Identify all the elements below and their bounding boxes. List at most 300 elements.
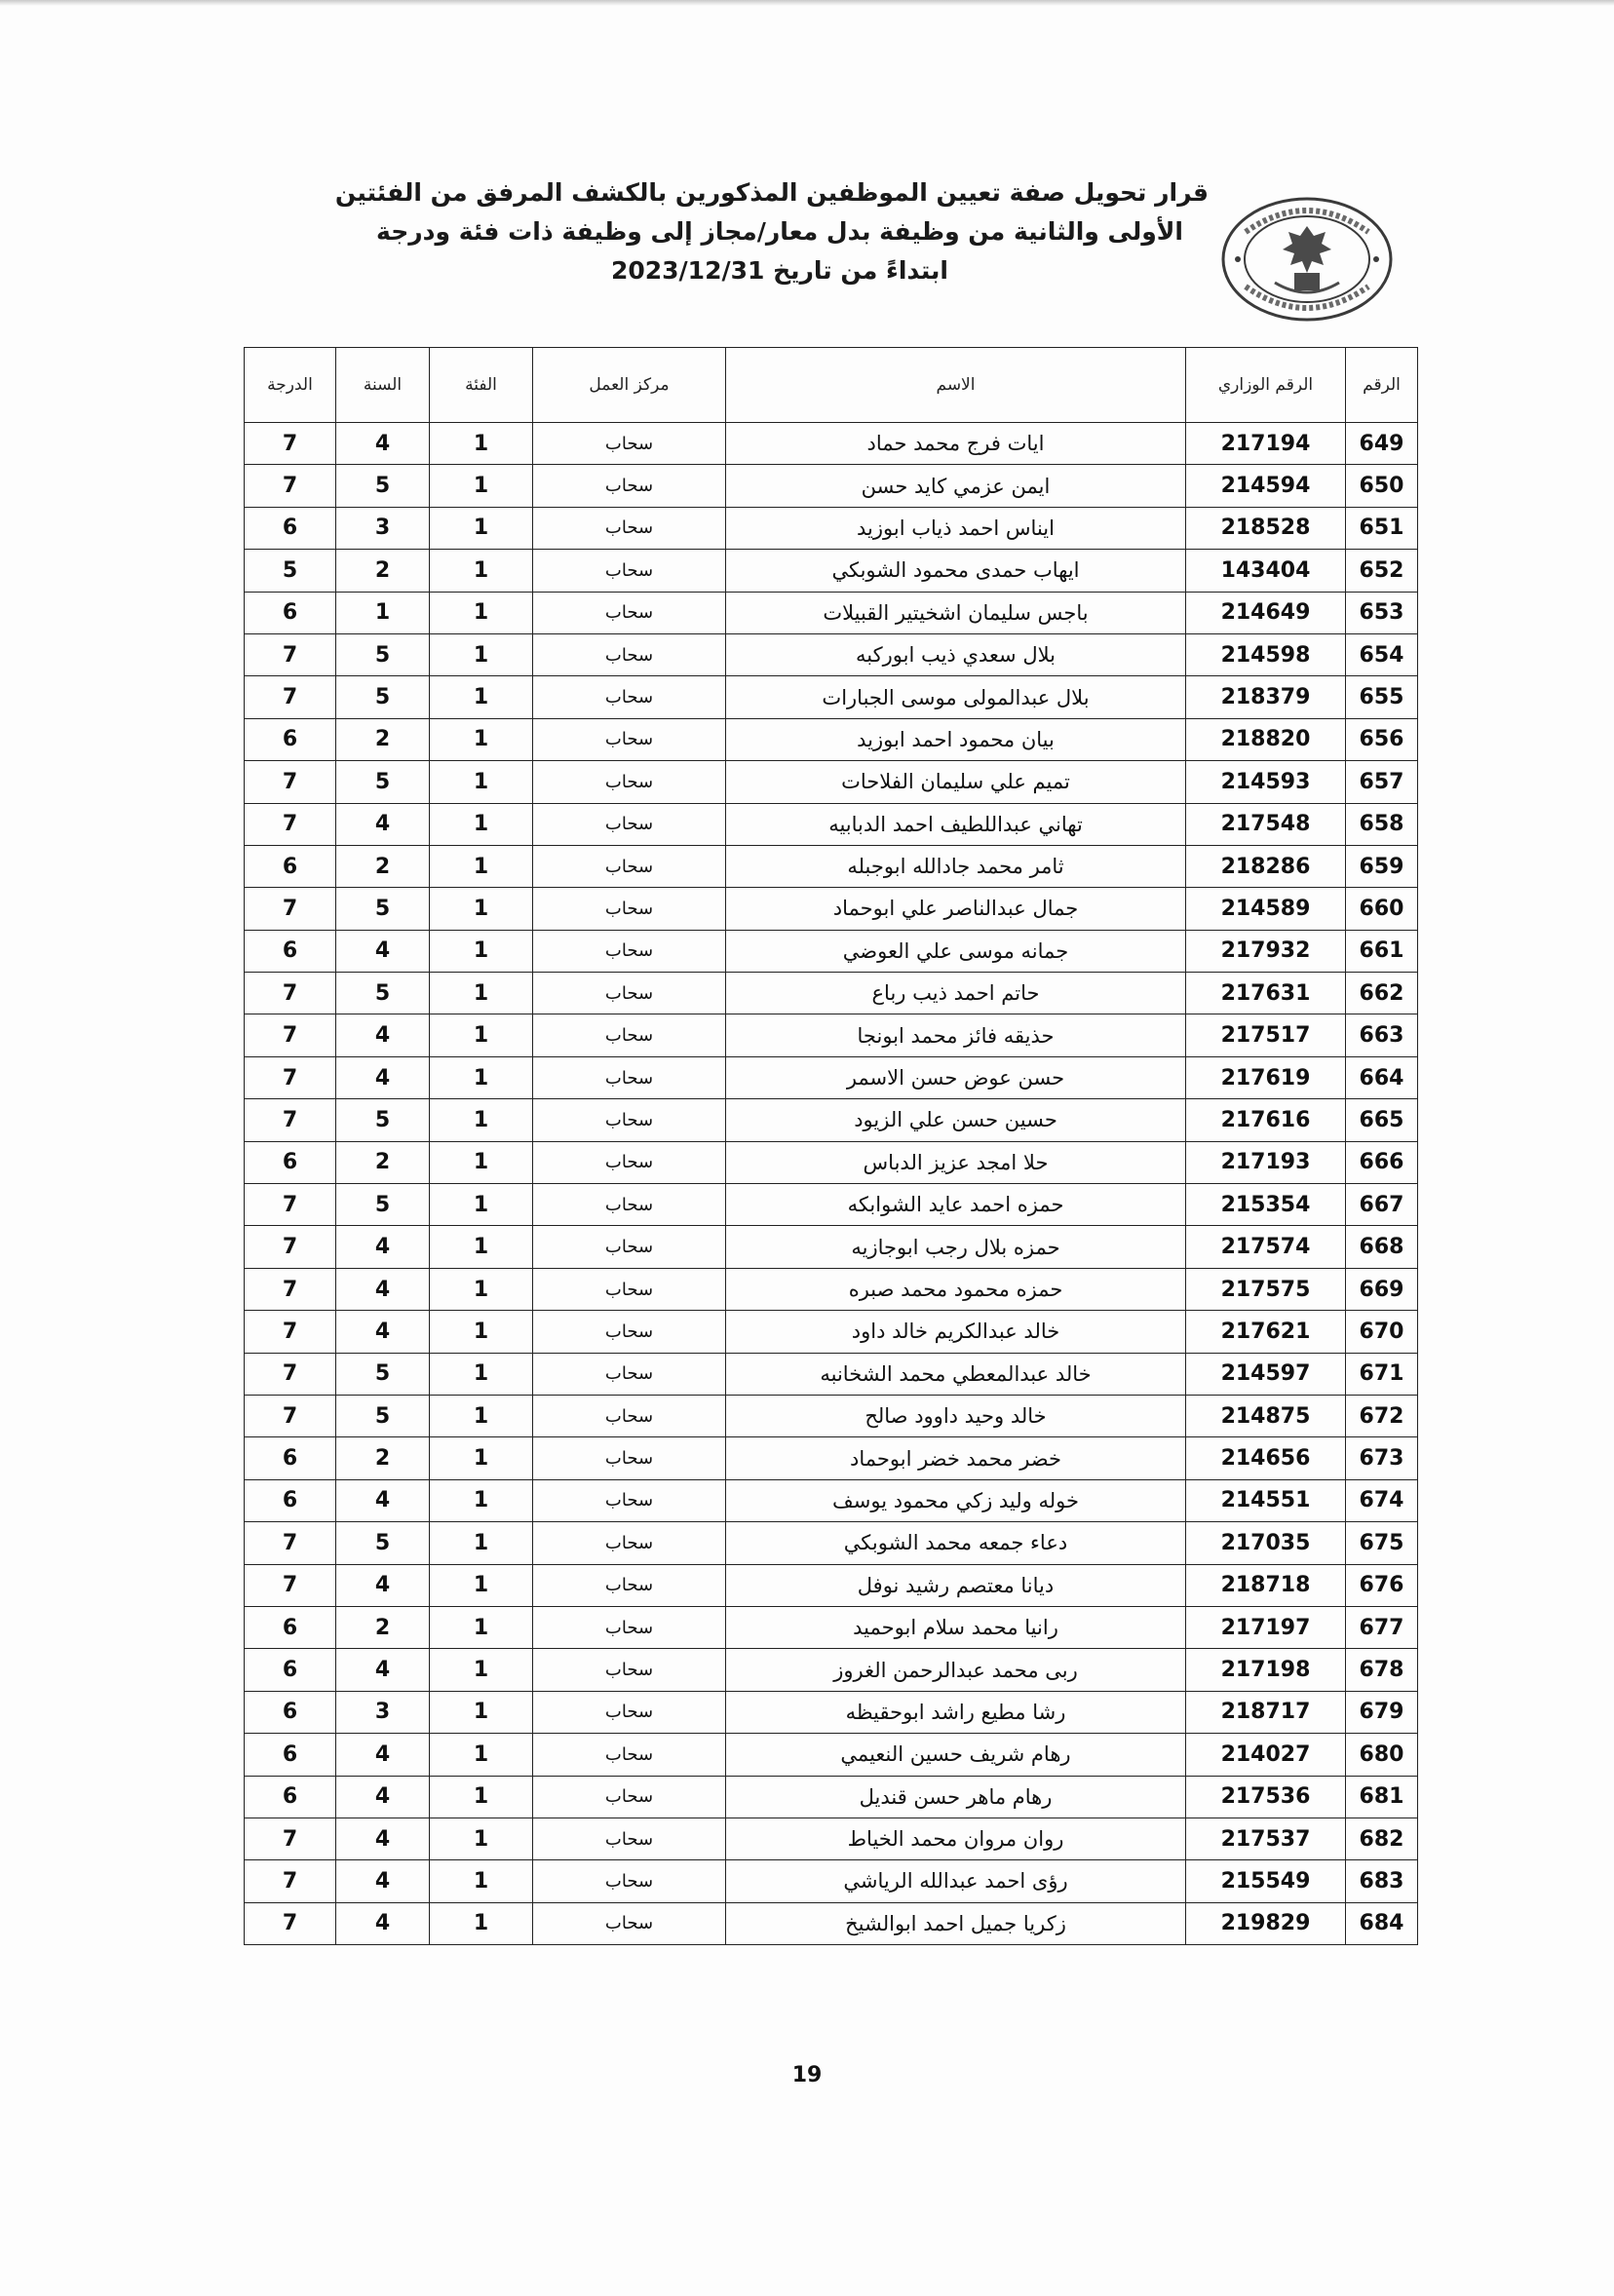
grade-cell: 7 [245, 676, 336, 718]
year-cell: 4 [336, 1776, 430, 1818]
table-row [245, 465, 1418, 507]
year-cell: 4 [336, 803, 430, 845]
table-row [245, 1776, 1418, 1818]
work-center-cell: سحاب [533, 1860, 726, 1902]
ministry-id-cell: 218286 [1186, 845, 1346, 887]
ministry-id-cell: 217035 [1186, 1522, 1346, 1564]
year-cell: 1 [336, 592, 430, 633]
row-number-cell: 654 [1346, 633, 1418, 675]
ministry-id-cell: 217548 [1186, 803, 1346, 845]
ministry-id-cell: 214875 [1186, 1395, 1346, 1436]
ministry-id-cell: 218718 [1186, 1564, 1346, 1606]
year-cell: 5 [336, 888, 430, 930]
name-cell: خضر محمد خضر ابوحماد [726, 1437, 1186, 1479]
table-row [245, 1564, 1418, 1606]
ministry-id-cell: 143404 [1186, 550, 1346, 592]
category-cell: 1 [430, 1522, 533, 1564]
grade-cell: 6 [245, 930, 336, 972]
table-row [245, 1099, 1418, 1141]
ministry-id-cell: 214589 [1186, 888, 1346, 930]
row-number-cell: 652 [1346, 550, 1418, 592]
table-row [245, 507, 1418, 549]
table-row [245, 1437, 1418, 1479]
work-center-cell: سحاب [533, 465, 726, 507]
title-line-3: ابتداءً من تاريخ 2023/12/31 [610, 256, 949, 285]
grade-cell: 7 [245, 1818, 336, 1859]
ministry-id-cell: 215549 [1186, 1860, 1346, 1902]
row-number-cell: 664 [1346, 1056, 1418, 1098]
row-number-cell: 675 [1346, 1522, 1418, 1564]
name-cell: باجس سليمان اشخيتير القبيلات [726, 592, 1186, 633]
name-cell: حسن عوض حسن الاسمر [726, 1056, 1186, 1098]
name-cell: ربى محمد عبدالرحمن الغروز [726, 1649, 1186, 1691]
year-cell: 5 [336, 1522, 430, 1564]
row-number-cell: 659 [1346, 845, 1418, 887]
grade-cell: 7 [245, 1184, 336, 1226]
work-center-cell: سحاب [533, 1311, 726, 1353]
year-cell: 4 [336, 1860, 430, 1902]
grade-cell: 6 [245, 1479, 336, 1521]
year-cell: 5 [336, 633, 430, 675]
grade-cell: 6 [245, 1776, 336, 1818]
table-row [245, 1395, 1418, 1436]
grade-cell: 7 [245, 1056, 336, 1098]
ministry-seal-icon [1216, 193, 1398, 325]
row-number-cell: 676 [1346, 1564, 1418, 1606]
row-number-cell: 683 [1346, 1860, 1418, 1902]
header-cell-year: السنة [336, 348, 430, 423]
category-cell: 1 [430, 1564, 533, 1606]
ministry-id-cell: 217197 [1186, 1606, 1346, 1648]
grade-cell: 7 [245, 1226, 336, 1268]
grade-cell: 7 [245, 1311, 336, 1353]
table-row [245, 423, 1418, 465]
row-number-cell: 662 [1346, 973, 1418, 1014]
year-cell: 3 [336, 1691, 430, 1733]
name-cell: جمانه موسى علي العوضي [726, 930, 1186, 972]
row-number-cell: 669 [1346, 1268, 1418, 1310]
name-cell: جمال عبدالناصر علي ابوحماد [726, 888, 1186, 930]
work-center-cell: سحاب [533, 1776, 726, 1818]
row-number-cell: 658 [1346, 803, 1418, 845]
table-row [245, 1014, 1418, 1056]
work-center-cell: سحاب [533, 930, 726, 972]
year-cell: 4 [336, 1311, 430, 1353]
ministry-id-cell: 217574 [1186, 1226, 1346, 1268]
category-cell: 1 [430, 1099, 533, 1141]
grade-cell: 6 [245, 1606, 336, 1648]
grade-cell: 7 [245, 761, 336, 803]
name-cell: تميم علي سليمان الفلاحات [726, 761, 1186, 803]
grade-cell: 7 [245, 1268, 336, 1310]
header-cell-ministry-id: الرقم الوزاري [1186, 348, 1346, 423]
ministry-id-cell: 218528 [1186, 507, 1346, 549]
year-cell: 5 [336, 1395, 430, 1436]
ministry-id-cell: 217517 [1186, 1014, 1346, 1056]
ministry-id-cell: 217198 [1186, 1649, 1346, 1691]
ministry-id-cell: 214594 [1186, 465, 1346, 507]
category-cell: 1 [430, 1437, 533, 1479]
ministry-id-cell: 217575 [1186, 1268, 1346, 1310]
grade-cell: 6 [245, 1649, 336, 1691]
work-center-cell: سحاب [533, 1268, 726, 1310]
row-number-cell: 681 [1346, 1776, 1418, 1818]
grade-cell: 7 [245, 633, 336, 675]
work-center-cell: سحاب [533, 1353, 726, 1395]
category-cell: 1 [430, 465, 533, 507]
row-number-cell: 668 [1346, 1226, 1418, 1268]
category-cell: 1 [430, 1860, 533, 1902]
grade-cell: 6 [245, 845, 336, 887]
name-cell: رشا مطيع راشد ابوحقيظه [726, 1691, 1186, 1733]
row-number-cell: 670 [1346, 1311, 1418, 1353]
ministry-id-cell: 217193 [1186, 1141, 1346, 1183]
work-center-cell: سحاب [533, 1014, 726, 1056]
grade-cell: 7 [245, 1902, 336, 1944]
work-center-cell: سحاب [533, 592, 726, 633]
category-cell: 1 [430, 1014, 533, 1056]
ministry-id-cell: 215354 [1186, 1184, 1346, 1226]
table-row [245, 1606, 1418, 1648]
ministry-id-cell: 217194 [1186, 423, 1346, 465]
category-cell: 1 [430, 507, 533, 549]
category-cell: 1 [430, 1311, 533, 1353]
ministry-id-cell: 217619 [1186, 1056, 1346, 1098]
ministry-id-cell: 214656 [1186, 1437, 1346, 1479]
row-number-cell: 660 [1346, 888, 1418, 930]
row-number-cell: 680 [1346, 1734, 1418, 1776]
row-number-cell: 655 [1346, 676, 1418, 718]
document-title [334, 173, 1209, 290]
grade-cell: 7 [245, 1860, 336, 1902]
name-cell: رؤى احمد عبدالله الرياشي [726, 1860, 1186, 1902]
grade-cell: 7 [245, 973, 336, 1014]
work-center-cell: سحاب [533, 845, 726, 887]
row-number-cell: 651 [1346, 507, 1418, 549]
category-cell: 1 [430, 676, 533, 718]
grade-cell: 6 [245, 1437, 336, 1479]
year-cell: 5 [336, 465, 430, 507]
name-cell: رانيا محمد سلام ابوحميد [726, 1606, 1186, 1648]
year-cell: 5 [336, 1099, 430, 1141]
name-cell: ايهاب حمدى محمود الشوبكي [726, 550, 1186, 592]
name-cell: ايناس احمد ذياب ابوزيد [726, 507, 1186, 549]
table-row [245, 1902, 1418, 1944]
grade-cell: 7 [245, 1014, 336, 1056]
year-cell: 2 [336, 1437, 430, 1479]
category-cell: 1 [430, 1691, 533, 1733]
category-cell: 1 [430, 1268, 533, 1310]
name-cell: رهام شريف حسين النعيمي [726, 1734, 1186, 1776]
name-cell: رهام ماهر حسن قنديل [726, 1776, 1186, 1818]
category-cell: 1 [430, 803, 533, 845]
table-row [245, 550, 1418, 592]
work-center-cell: سحاب [533, 1564, 726, 1606]
name-cell: ايمن عزمي كايد حسن [726, 465, 1186, 507]
name-cell: خالد عبدالكريم خالد داود [726, 1311, 1186, 1353]
work-center-cell: سحاب [533, 550, 726, 592]
name-cell: حسين حسن علي الزيود [726, 1099, 1186, 1141]
ministry-id-cell: 217537 [1186, 1818, 1346, 1859]
grade-cell: 7 [245, 888, 336, 930]
work-center-cell: سحاب [533, 1649, 726, 1691]
year-cell: 5 [336, 973, 430, 1014]
name-cell: حمزه محمود محمد صبره [726, 1268, 1186, 1310]
table-row [245, 1353, 1418, 1395]
year-cell: 4 [336, 1268, 430, 1310]
category-cell: 1 [430, 1606, 533, 1648]
name-cell: ديانا معتصم رشيد نوفل [726, 1564, 1186, 1606]
table-row [245, 1311, 1418, 1353]
table-row [245, 1184, 1418, 1226]
grade-cell: 5 [245, 550, 336, 592]
name-cell: ثامر محمد جادالله ابوجبله [726, 845, 1186, 887]
category-cell: 1 [430, 761, 533, 803]
year-cell: 2 [336, 550, 430, 592]
work-center-cell: سحاب [533, 1902, 726, 1944]
work-center-cell: سحاب [533, 1184, 726, 1226]
row-number-cell: 679 [1346, 1691, 1418, 1733]
year-cell: 2 [336, 1141, 430, 1183]
name-cell: بلال عبدالمولى موسى الجبارات [726, 676, 1186, 718]
page-number: 19 [791, 2063, 823, 2087]
category-cell: 1 [430, 1734, 533, 1776]
row-number-cell: 671 [1346, 1353, 1418, 1395]
work-center-cell: سحاب [533, 1141, 726, 1183]
grade-cell: 7 [245, 1564, 336, 1606]
name-cell: زكريا جميل احمد ابوالشيخ [726, 1902, 1186, 1944]
table-row [245, 1649, 1418, 1691]
year-cell: 5 [336, 761, 430, 803]
row-number-cell: 661 [1346, 930, 1418, 972]
work-center-cell: سحاب [533, 633, 726, 675]
grade-cell: 6 [245, 1734, 336, 1776]
grade-cell: 7 [245, 465, 336, 507]
name-cell: خوله وليد زكي محمود يوسف [726, 1479, 1186, 1521]
row-number-cell: 677 [1346, 1606, 1418, 1648]
category-cell: 1 [430, 423, 533, 465]
category-cell: 1 [430, 1353, 533, 1395]
work-center-cell: سحاب [533, 1395, 726, 1436]
ministry-id-cell: 214027 [1186, 1734, 1346, 1776]
ministry-id-cell: 217536 [1186, 1776, 1346, 1818]
year-cell: 4 [336, 1902, 430, 1944]
table-row [245, 1268, 1418, 1310]
year-cell: 2 [336, 718, 430, 760]
name-cell: تهاني عبداللطيف احمد الدبابيه [726, 803, 1186, 845]
name-cell: خالد عبدالمعطي محمد الشخانبه [726, 1353, 1186, 1395]
category-cell: 1 [430, 1776, 533, 1818]
title-line-2: الأولى والثانية من وظيفة بدل معار/مجاز إلى وظيفة ذات فئة ودرجة [376, 217, 1183, 246]
table-row [245, 1226, 1418, 1268]
table-row [245, 1734, 1418, 1776]
grade-cell: 7 [245, 1522, 336, 1564]
table-row [245, 1522, 1418, 1564]
employees-table [244, 347, 1418, 1945]
category-cell: 1 [430, 1395, 533, 1436]
name-cell: حمزه بلال رجب ابوجازيه [726, 1226, 1186, 1268]
row-number-cell: 653 [1346, 592, 1418, 633]
category-cell: 1 [430, 1226, 533, 1268]
grade-cell: 6 [245, 1141, 336, 1183]
ministry-id-cell: 214551 [1186, 1479, 1346, 1521]
table-body [245, 423, 1418, 1945]
row-number-cell: 678 [1346, 1649, 1418, 1691]
ministry-id-cell: 218379 [1186, 676, 1346, 718]
ministry-id-cell: 217631 [1186, 973, 1346, 1014]
table-row [245, 845, 1418, 887]
work-center-cell: سحاب [533, 1691, 726, 1733]
name-cell: حمزه احمد عايد الشوابكه [726, 1184, 1186, 1226]
ministry-id-cell: 214597 [1186, 1353, 1346, 1395]
grade-cell: 6 [245, 507, 336, 549]
work-center-cell: سحاب [533, 1099, 726, 1141]
category-cell: 1 [430, 718, 533, 760]
grade-cell: 6 [245, 592, 336, 633]
table-row [245, 1818, 1418, 1859]
row-number-cell: 656 [1346, 718, 1418, 760]
category-cell: 1 [430, 550, 533, 592]
year-cell: 4 [336, 1479, 430, 1521]
year-cell: 4 [336, 1818, 430, 1859]
category-cell: 1 [430, 888, 533, 930]
table-row [245, 761, 1418, 803]
row-number-cell: 684 [1346, 1902, 1418, 1944]
year-cell: 3 [336, 507, 430, 549]
category-cell: 1 [430, 1818, 533, 1859]
name-cell: حذيقه فائز محمد ابونجا [726, 1014, 1186, 1056]
category-cell: 1 [430, 1056, 533, 1098]
category-cell: 1 [430, 973, 533, 1014]
ministry-id-cell: 214593 [1186, 761, 1346, 803]
year-cell: 4 [336, 1734, 430, 1776]
work-center-cell: سحاب [533, 718, 726, 760]
year-cell: 5 [336, 1184, 430, 1226]
category-cell: 1 [430, 930, 533, 972]
row-number-cell: 665 [1346, 1099, 1418, 1141]
row-number-cell: 657 [1346, 761, 1418, 803]
table-row [245, 633, 1418, 675]
year-cell: 2 [336, 1606, 430, 1648]
table-header-row [245, 348, 1418, 423]
row-number-cell: 663 [1346, 1014, 1418, 1056]
work-center-cell: سحاب [533, 1056, 726, 1098]
year-cell: 5 [336, 676, 430, 718]
work-center-cell: سحاب [533, 1522, 726, 1564]
work-center-cell: سحاب [533, 1818, 726, 1859]
row-number-cell: 672 [1346, 1395, 1418, 1436]
ministry-id-cell: 218820 [1186, 718, 1346, 760]
row-number-cell: 673 [1346, 1437, 1418, 1479]
work-center-cell: سحاب [533, 888, 726, 930]
year-cell: 4 [336, 1564, 430, 1606]
year-cell: 4 [336, 1014, 430, 1056]
year-cell: 4 [336, 930, 430, 972]
category-cell: 1 [430, 845, 533, 887]
table-row [245, 676, 1418, 718]
row-number-cell: 667 [1346, 1184, 1418, 1226]
work-center-cell: سحاب [533, 423, 726, 465]
year-cell: 5 [336, 1353, 430, 1395]
category-cell: 1 [430, 633, 533, 675]
grade-cell: 6 [245, 1691, 336, 1733]
name-cell: دعاء جمعه محمد الشوبكي [726, 1522, 1186, 1564]
row-number-cell: 674 [1346, 1479, 1418, 1521]
work-center-cell: سحاب [533, 761, 726, 803]
work-center-cell: سحاب [533, 803, 726, 845]
work-center-cell: سحاب [533, 1437, 726, 1479]
name-cell: روان مروان محمد الخياط [726, 1818, 1186, 1859]
work-center-cell: سحاب [533, 1226, 726, 1268]
work-center-cell: سحاب [533, 507, 726, 549]
grade-cell: 7 [245, 423, 336, 465]
header-cell-grade: الدرجة [245, 348, 336, 423]
work-center-cell: سحاب [533, 676, 726, 718]
table-row [245, 803, 1418, 845]
work-center-cell: سحاب [533, 1606, 726, 1648]
name-cell: حلا امجد عزيز الدباس [726, 1141, 1186, 1183]
grade-cell: 6 [245, 718, 336, 760]
ministry-id-cell: 217621 [1186, 1311, 1346, 1353]
row-number-cell: 666 [1346, 1141, 1418, 1183]
year-cell: 4 [336, 423, 430, 465]
year-cell: 2 [336, 845, 430, 887]
table-row [245, 930, 1418, 972]
table-row [245, 718, 1418, 760]
work-center-cell: سحاب [533, 1734, 726, 1776]
row-number-cell: 682 [1346, 1818, 1418, 1859]
grade-cell: 7 [245, 1353, 336, 1395]
category-cell: 1 [430, 1649, 533, 1691]
grade-cell: 7 [245, 1395, 336, 1436]
name-cell: ايات فرج محمد حماد [726, 423, 1186, 465]
table-row [245, 1860, 1418, 1902]
category-cell: 1 [430, 1141, 533, 1183]
header-cell-name: الاسم [726, 348, 1186, 423]
name-cell: بيان محمود احمد ابوزيد [726, 718, 1186, 760]
grade-cell: 7 [245, 803, 336, 845]
category-cell: 1 [430, 592, 533, 633]
table-row [245, 1056, 1418, 1098]
name-cell: خالد وحيد داوود صالح [726, 1395, 1186, 1436]
ministry-id-cell: 219829 [1186, 1902, 1346, 1944]
table-row [245, 1479, 1418, 1521]
work-center-cell: سحاب [533, 973, 726, 1014]
scan-edge [0, 0, 1614, 6]
grade-cell: 7 [245, 1099, 336, 1141]
ministry-id-cell: 217616 [1186, 1099, 1346, 1141]
ministry-id-cell: 214649 [1186, 592, 1346, 633]
row-number-cell: 649 [1346, 423, 1418, 465]
ministry-id-cell: 217932 [1186, 930, 1346, 972]
header-cell-work-center: مركز العمل [533, 348, 726, 423]
name-cell: بلال سعدي ذيب ابوركبه [726, 633, 1186, 675]
table-row [245, 1691, 1418, 1733]
ministry-id-cell: 214598 [1186, 633, 1346, 675]
name-cell: حاتم احمد ذيب رباع [726, 973, 1186, 1014]
header-cell-category: الفئة [430, 348, 533, 423]
year-cell: 4 [336, 1649, 430, 1691]
table-row [245, 973, 1418, 1014]
table-row [245, 592, 1418, 633]
year-cell: 4 [336, 1056, 430, 1098]
table-row [245, 1141, 1418, 1183]
title-line-1: قرار تحويل صفة تعيين الموظفين المذكورين بالكشف المرفق من الفئتين [334, 178, 1209, 207]
category-cell: 1 [430, 1184, 533, 1226]
ministry-id-cell: 218717 [1186, 1691, 1346, 1733]
header-cell-number: الرقم [1346, 348, 1418, 423]
work-center-cell: سحاب [533, 1479, 726, 1521]
